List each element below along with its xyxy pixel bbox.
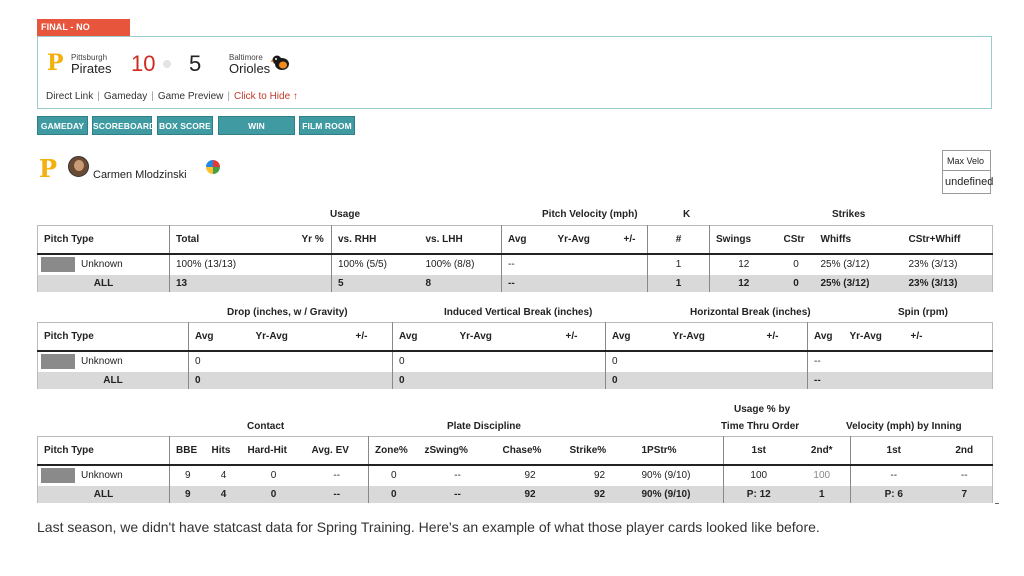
score-separator-icon	[163, 60, 171, 68]
table-cell: 0	[242, 486, 306, 503]
pitch-type-cell[interactable]	[38, 351, 189, 372]
home-team-city: Baltimore	[229, 53, 263, 62]
col-k-count[interactable]: #	[648, 226, 710, 254]
col-avg-ev[interactable]: Avg. EV	[306, 437, 369, 465]
win-probability-button[interactable]: WIN PROBABILITY	[218, 116, 295, 135]
col-inning-1st[interactable]: 1st	[851, 437, 937, 465]
col-hb-avg[interactable]: Avg	[606, 323, 667, 351]
col-inning-2nd[interactable]: 2nd	[937, 437, 993, 465]
col-zone-pct[interactable]: Zone%	[369, 437, 419, 465]
table-row-all	[38, 486, 993, 503]
col-velo-diff[interactable]: +/-	[618, 226, 648, 254]
spin-group-header: Spin (rpm)	[898, 307, 948, 318]
velocity-group-header: Pitch Velocity (mph)	[542, 209, 638, 220]
table-cell: 0	[793, 259, 799, 270]
table-cell	[905, 351, 993, 372]
col-hb-yr-avg[interactable]: Yr-Avg	[667, 323, 761, 351]
table-cell	[560, 351, 606, 372]
table-cell	[618, 254, 648, 275]
table-cell	[454, 351, 560, 372]
table-cell: 90% (9/10)	[641, 470, 691, 481]
pirates-logo-icon: P	[39, 154, 58, 183]
table-cell: 7	[937, 486, 993, 503]
table-cell: 13	[170, 275, 296, 292]
col-swings[interactable]: Swings	[710, 226, 778, 254]
table-cell: 12	[710, 275, 778, 292]
table-row	[38, 254, 993, 275]
usage-velocity-table	[37, 225, 993, 292]
table-cell	[844, 351, 905, 372]
table-cell	[552, 275, 618, 292]
table-cell: 0	[606, 351, 667, 372]
table-header-row	[38, 437, 993, 465]
col-strike-pct[interactable]: Strike%	[564, 437, 636, 465]
col-whiffs[interactable]: Whiffs	[815, 226, 903, 254]
gameday-link[interactable]: Gameday	[103, 91, 148, 102]
table-cell	[618, 275, 648, 292]
away-team-name: Pirates	[71, 61, 112, 76]
table-cell: --	[419, 486, 497, 503]
velo-by-inning-header: Velocity (mph) by Inning	[846, 421, 962, 432]
table-cell: 9	[170, 465, 206, 486]
table-cell: 25% (3/12)	[820, 259, 870, 270]
table-cell: --	[808, 351, 844, 372]
caption-text: Last season, we didn't have statcast data for Spring Training. Here's an example of what those player cards looked like before.	[37, 519, 820, 535]
home-score: 5	[189, 51, 202, 76]
spring-training-icon	[206, 160, 220, 174]
player-avatar	[68, 156, 89, 177]
pitch-color-swatch	[41, 468, 75, 483]
usage-tto-header-line2: Time Thru Order	[721, 421, 800, 432]
table-cell: 100% (8/8)	[425, 259, 475, 270]
col-hits[interactable]: Hits	[206, 437, 242, 465]
table-cell	[296, 254, 332, 275]
table-cell: 12	[710, 254, 778, 275]
col-velo-avg[interactable]: Avg	[502, 226, 552, 254]
col-pitch-type[interactable]: Pitch Type	[38, 437, 170, 465]
col-spin-diff[interactable]: +/-	[905, 323, 993, 351]
plate-discipline-group-header: Plate Discipline	[447, 421, 521, 432]
table-cell: 5	[332, 275, 420, 292]
table-cell: --	[960, 470, 968, 481]
table-cell: 0	[778, 275, 815, 292]
orioles-bird-icon	[271, 54, 291, 72]
table-header-row	[38, 226, 993, 254]
drop-group-header: Drop (inches, w / Gravity)	[227, 307, 348, 318]
col-ivb-yr-avg[interactable]: Yr-Avg	[454, 323, 560, 351]
pitch-type-label: Unknown	[81, 470, 123, 482]
away-score: 10	[131, 51, 156, 76]
col-hard-hit[interactable]: Hard-Hit	[242, 437, 306, 465]
table-cell: 25% (3/12)	[815, 275, 903, 292]
player-name[interactable]: Carmen Mlodzinski	[93, 169, 187, 181]
away-team-city: Pittsburgh	[71, 53, 108, 62]
game-links	[46, 91, 298, 102]
table-cell: --	[306, 486, 369, 503]
table-header-row	[38, 323, 993, 351]
table-cell	[905, 372, 993, 389]
table-cell	[250, 351, 350, 372]
max-velo-box	[942, 150, 994, 194]
col-pitch-type[interactable]: Pitch Type	[38, 226, 170, 254]
col-drop-yr-avg[interactable]: Yr-Avg	[250, 323, 350, 351]
table-cell: 92	[564, 486, 636, 503]
table-cell: 0	[270, 470, 277, 481]
table-cell: 8	[420, 275, 502, 292]
game-preview-link[interactable]: Game Preview	[157, 91, 224, 102]
table-cell	[296, 275, 332, 292]
table-cell: --	[502, 254, 552, 275]
pitch-color-swatch	[41, 354, 75, 369]
max-velo-value: undefined	[945, 176, 994, 188]
table-cell: 92	[593, 470, 606, 481]
pitch-type-label: ALL	[38, 486, 170, 503]
table-cell: 100	[724, 465, 794, 486]
table-cell: --	[851, 465, 937, 486]
table-row-all	[38, 275, 993, 292]
contact-discipline-table	[37, 436, 993, 503]
col-drop-avg[interactable]: Avg	[189, 323, 250, 351]
film-room-button[interactable]: FILM ROOM	[299, 116, 355, 135]
table-cell: 0	[393, 372, 454, 389]
pirates-logo-icon: P	[47, 50, 64, 76]
table-cell: 100	[813, 470, 831, 481]
col-hb-diff[interactable]: +/-	[761, 323, 808, 351]
table-cell	[667, 372, 761, 389]
col-ivb-avg[interactable]: Avg	[393, 323, 454, 351]
table-cell	[552, 254, 618, 275]
table-cell	[560, 372, 606, 389]
table-cell	[761, 351, 808, 372]
col-tto-2nd[interactable]: 2nd*	[794, 437, 851, 465]
table-cell: --	[808, 372, 844, 389]
table-cell	[350, 351, 393, 372]
k-group-header: K	[683, 209, 691, 220]
link-separator: |	[97, 91, 100, 102]
away-team[interactable]	[71, 53, 111, 76]
table-cell: 23% (3/13)	[903, 275, 993, 292]
ivb-group-header: Induced Vertical Break (inches)	[444, 307, 593, 318]
table-cell: P: 12	[724, 486, 794, 503]
table-cell: 9	[170, 486, 206, 503]
direct-link[interactable]: Direct Link	[46, 91, 94, 102]
col-bbe[interactable]: BBE	[170, 437, 206, 465]
max-velo-label: Max Velo	[943, 151, 990, 171]
pitch-type-label: ALL	[38, 372, 189, 389]
table-cell: 4	[206, 486, 242, 503]
usage-tto-header-line1: Usage % by	[734, 404, 791, 415]
table-cell: 0	[606, 372, 667, 389]
pitch-type-label: Unknown	[81, 356, 123, 368]
divider	[995, 503, 999, 504]
col-total[interactable]: Total	[170, 226, 296, 254]
table-cell: 100% (13/13)	[170, 254, 296, 275]
table-cell: 0	[189, 372, 250, 389]
table-cell: --	[502, 275, 552, 292]
col-velo-yr-avg[interactable]: Yr-Avg	[552, 226, 618, 254]
table-row	[38, 351, 993, 372]
contact-group-header: Contact	[247, 421, 285, 432]
table-row	[38, 465, 993, 486]
pitch-type-label: Unknown	[81, 259, 123, 271]
col-yr-pct[interactable]: Yr %	[296, 226, 332, 254]
table-cell	[454, 372, 560, 389]
table-cell: 100% (5/5)	[332, 254, 420, 275]
col-zswing-pct[interactable]: zSwing%	[419, 437, 497, 465]
col-cstr[interactable]: CStr	[778, 226, 815, 254]
home-team-name: Orioles	[229, 61, 271, 76]
box-score-button[interactable]: BOX SCORE	[157, 116, 213, 135]
scoreboard-button[interactable]: SCOREBOARD	[92, 116, 152, 135]
table-cell	[350, 372, 393, 389]
col-1pstr-pct[interactable]: 1PStr%	[636, 437, 724, 465]
table-cell: P: 6	[851, 486, 937, 503]
col-drop-diff[interactable]: +/-	[350, 323, 393, 351]
col-tto-1st[interactable]: 1st	[724, 437, 794, 465]
table-cell: --	[454, 470, 461, 481]
col-pitch-type[interactable]: Pitch Type	[38, 323, 189, 351]
game-summary-box	[37, 36, 992, 109]
col-spin-avg[interactable]: Avg	[808, 323, 844, 351]
table-cell: --	[333, 470, 341, 481]
table-cell	[667, 351, 761, 372]
col-vs-lhh[interactable]: vs. LHH	[420, 226, 502, 254]
pitch-type-cell[interactable]	[38, 254, 170, 275]
home-team[interactable]	[229, 53, 270, 76]
pitch-type-cell[interactable]	[38, 465, 170, 486]
click-to-hide-link[interactable]: Click to Hide ↑	[234, 91, 298, 102]
table-cell	[844, 372, 905, 389]
table-cell: 4	[220, 470, 227, 481]
pitch-color-swatch	[41, 257, 75, 272]
table-cell: 92	[524, 470, 536, 481]
table-cell: 23% (3/13)	[908, 259, 958, 270]
table-cell	[250, 372, 350, 389]
table-row-all	[38, 372, 993, 389]
strikes-group-header: Strikes	[832, 209, 866, 220]
hb-group-header: Horizontal Break (inches)	[690, 307, 811, 318]
gameday-button[interactable]: GAMEDAY	[37, 116, 88, 135]
pitch-type-label: ALL	[38, 275, 170, 292]
table-cell: 0	[369, 465, 419, 486]
table-cell: 1	[794, 486, 851, 503]
col-cstr-whiff[interactable]: CStr+Whiff	[903, 226, 993, 254]
link-separator: |	[151, 91, 154, 102]
table-cell: 1	[648, 254, 710, 275]
status-badge: FINAL - NO	[37, 19, 130, 36]
movement-table	[37, 322, 993, 389]
table-cell: 0	[189, 351, 250, 372]
table-cell: 92	[497, 486, 564, 503]
col-chase-pct[interactable]: Chase%	[497, 437, 564, 465]
table-cell: 0	[393, 351, 454, 372]
table-cell: 1	[648, 275, 710, 292]
col-vs-rhh[interactable]: vs. RHH	[332, 226, 420, 254]
table-cell: 0	[369, 486, 419, 503]
table-cell: 90% (9/10)	[636, 486, 724, 503]
col-ivb-diff[interactable]: +/-	[560, 323, 606, 351]
col-spin-yr-avg[interactable]: Yr-Avg	[844, 323, 905, 351]
link-separator: |	[227, 91, 231, 102]
table-cell	[761, 372, 808, 389]
usage-group-header: Usage	[330, 209, 361, 220]
